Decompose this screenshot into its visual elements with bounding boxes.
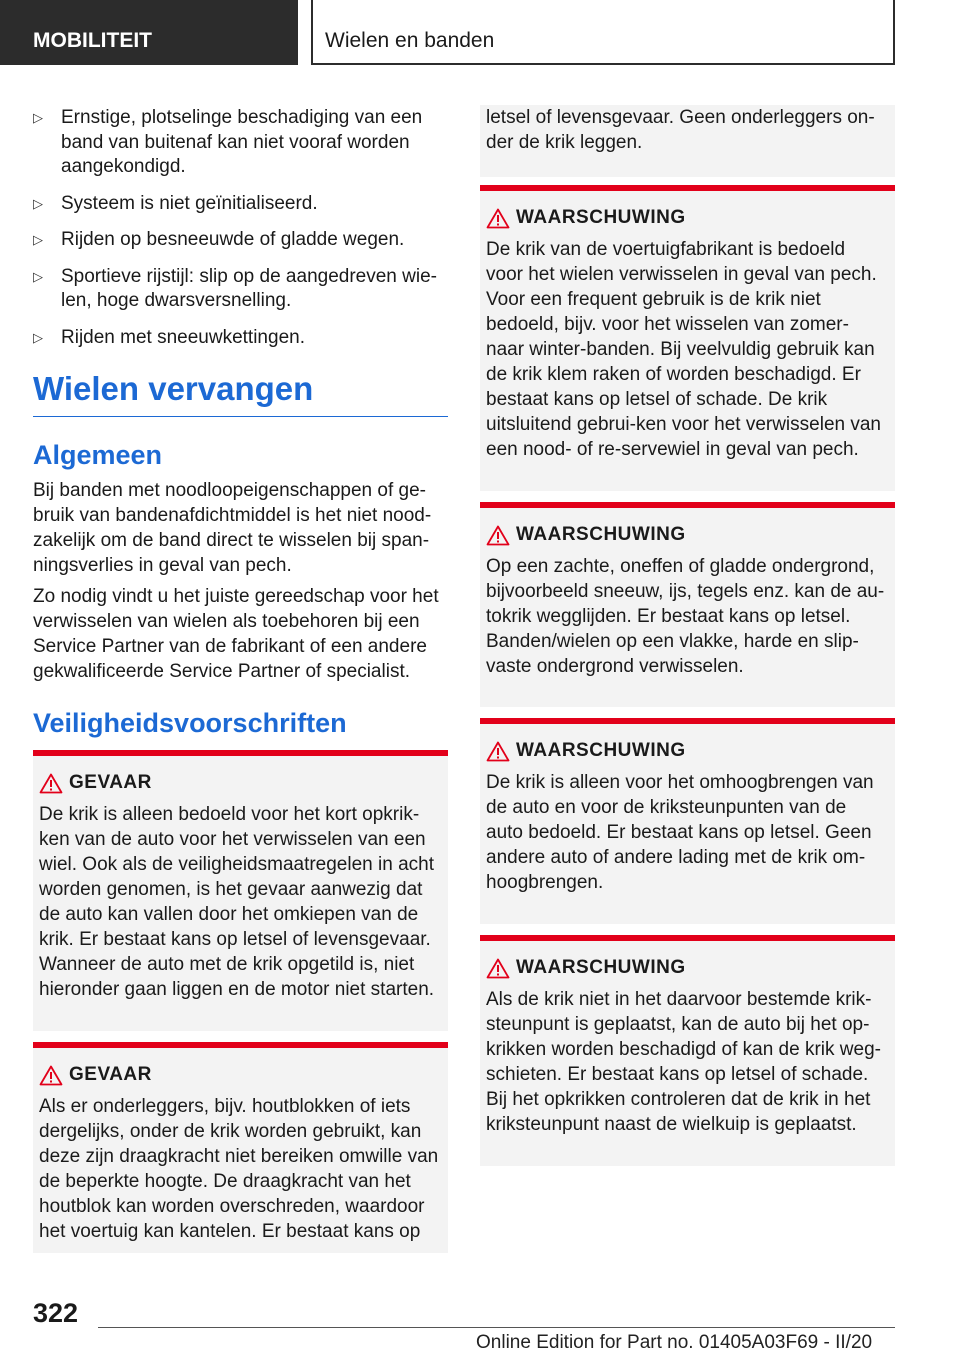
triangle-right-icon: ▷ xyxy=(33,268,43,284)
warning-triangle-icon xyxy=(39,773,69,794)
footer-divider xyxy=(98,1327,895,1328)
list-item: ▷ Rijden met sneeuwkettingen. xyxy=(33,326,448,351)
list-item: ▷ Rijden op besneeuwde of gladde wegen. xyxy=(33,228,448,253)
triangle-right-icon: ▷ xyxy=(33,195,43,211)
warning-box-1 xyxy=(480,185,895,491)
warning-text: Op een zachte, oneffen of gladde ondergrond, bijvoorbeeld sneeuw, ijs, tegels enz. kan de au-tokrik wegglijden. Er bestaat kans op letsel. Banden/wielen op een vlakke, harde en slip-vaste ondergrond verwisselen. xyxy=(486,556,885,677)
warning-triangle-icon xyxy=(39,1065,69,1086)
warning-title: WAARSCHUWING xyxy=(516,524,686,545)
danger-box-2-continued xyxy=(480,105,895,177)
list-item: ▷ Systeem is niet geïnitialiseerd. xyxy=(33,192,448,217)
warning-box-3 xyxy=(480,718,895,924)
warning-text: De krik van de voertuigfabrikant is bedoeld voor het wielen verwisselen in geval van pech. Voor een frequent gebruik is de krik niet bedoeld, bijv. voor het wisselen van zomer- naar winter-banden. Bij veelvuldig gebruik kan de krik klem raken of worden beschadigd. Er bestaat kans op letsel of schade. De krik uitsluitend gebrui-ken voor het verwisselen van een nood- of re-servewiel in geval van pech. xyxy=(486,239,881,460)
chapter-tab xyxy=(311,0,895,65)
warning-triangle-icon xyxy=(486,525,516,546)
warning-triangle-icon xyxy=(486,208,516,229)
chapter-title: Wielen en banden xyxy=(325,29,495,52)
warning-triangle-icon xyxy=(486,741,516,762)
danger-title: GEVAAR xyxy=(69,772,152,793)
list-item: ▷ Sportieve rijstijl: slip op de aangedreven wie-len, hoge dwarsversnelling. xyxy=(33,265,437,311)
danger-title: GEVAAR xyxy=(69,1064,152,1085)
danger-text: Als er onderleggers, bijv. houtblokken of iets dergelijks, onder de krik worden gebruikt, kan deze zijn draagkracht niet bereiken omwille van de beperkte hoogte. De draagkracht van het houtblok kan worden overschreden, waardoor het voertuig kan kantelen. Er bestaat kans op xyxy=(39,1096,439,1242)
list-item: ▷ Ernstige, plotselinge beschadiging van een band van buitenaf kan niet vooraf worden aangekondigd. xyxy=(33,107,423,177)
section-title: MOBILITEIT xyxy=(33,29,152,52)
triangle-right-icon: ▷ xyxy=(33,232,43,247)
warning-title: WAARSCHUWING xyxy=(516,740,686,761)
warning-text: Als de krik niet in het daarvoor bestemde krik-steunpunt is geplaatst, kan de auto bij het op-krikken worden beschadigd of kan de krik weg-schieten. Er bestaat kans op letsel of schade. Bij het opkrikken controleren dat de krik in het kriksteunpunt naast de wielkuip is geplaatst. xyxy=(486,989,881,1135)
page-number: 322 xyxy=(33,1298,79,1328)
general-paragraph-2: Zo nodig vindt u het juiste gereedschap voor het verwisselen van wielen als toebehoren bij een Service Partner van de fabrikant of een andere gekwalificeerde Service Partner of specialist. xyxy=(33,586,439,682)
general-heading: Algemeen xyxy=(33,440,163,470)
warning-triangle-icon xyxy=(486,958,516,979)
warning-text: De krik is alleen voor het omhoogbrengen van de auto en voor de kriksteunpunten van de auto bedoeld. Er bestaat kans op letsel. Geen andere auto of andere lading met de krik om-hoogbrengen. xyxy=(486,772,874,893)
danger-box-2 xyxy=(33,1042,448,1253)
danger-text-continued: letsel of levensgevaar. Geen onderleggers on-der de krik leggen. xyxy=(486,107,875,153)
safety-heading: Veiligheidsvoorschriften xyxy=(33,708,347,738)
section-tab xyxy=(0,0,298,65)
general-paragraph-1: Bij banden met noodloopeigenschappen of ge-bruik van bandenafdichtmiddel is het niet nood-zakelijk om de band direct te wisselen bij span-ningsverlies in geval van pech. xyxy=(33,480,432,576)
triangle-right-icon: ▷ xyxy=(33,110,43,125)
warning-title: WAARSCHUWING xyxy=(516,207,686,228)
warning-box-4 xyxy=(480,935,895,1166)
warning-title: WAARSCHUWING xyxy=(516,957,686,978)
footer-edition: Online Edition for Part no. 01405A03F69 - II/20 xyxy=(476,1332,873,1353)
danger-text: De krik is alleen bedoeld voor het kort opkrik-ken van de auto voor het verwisselen van een wiel. Ook als de veiligheidsmaatregelen in acht worden genomen, is het gevaar aanwezig dat de auto kan vallen door het omkiepen van de krik. Er bestaat kans op letsel of levensgevaar. Wanneer de auto met de krik opgetild is, niet hieronder gaan liggen en de motor niet starten. xyxy=(39,804,435,1000)
bullet-list xyxy=(33,106,448,362)
warning-box-2 xyxy=(480,502,895,707)
danger-box-1 xyxy=(33,750,448,1031)
triangle-right-icon: ▷ xyxy=(33,329,43,345)
main-heading: Wielen vervangen xyxy=(33,370,448,417)
